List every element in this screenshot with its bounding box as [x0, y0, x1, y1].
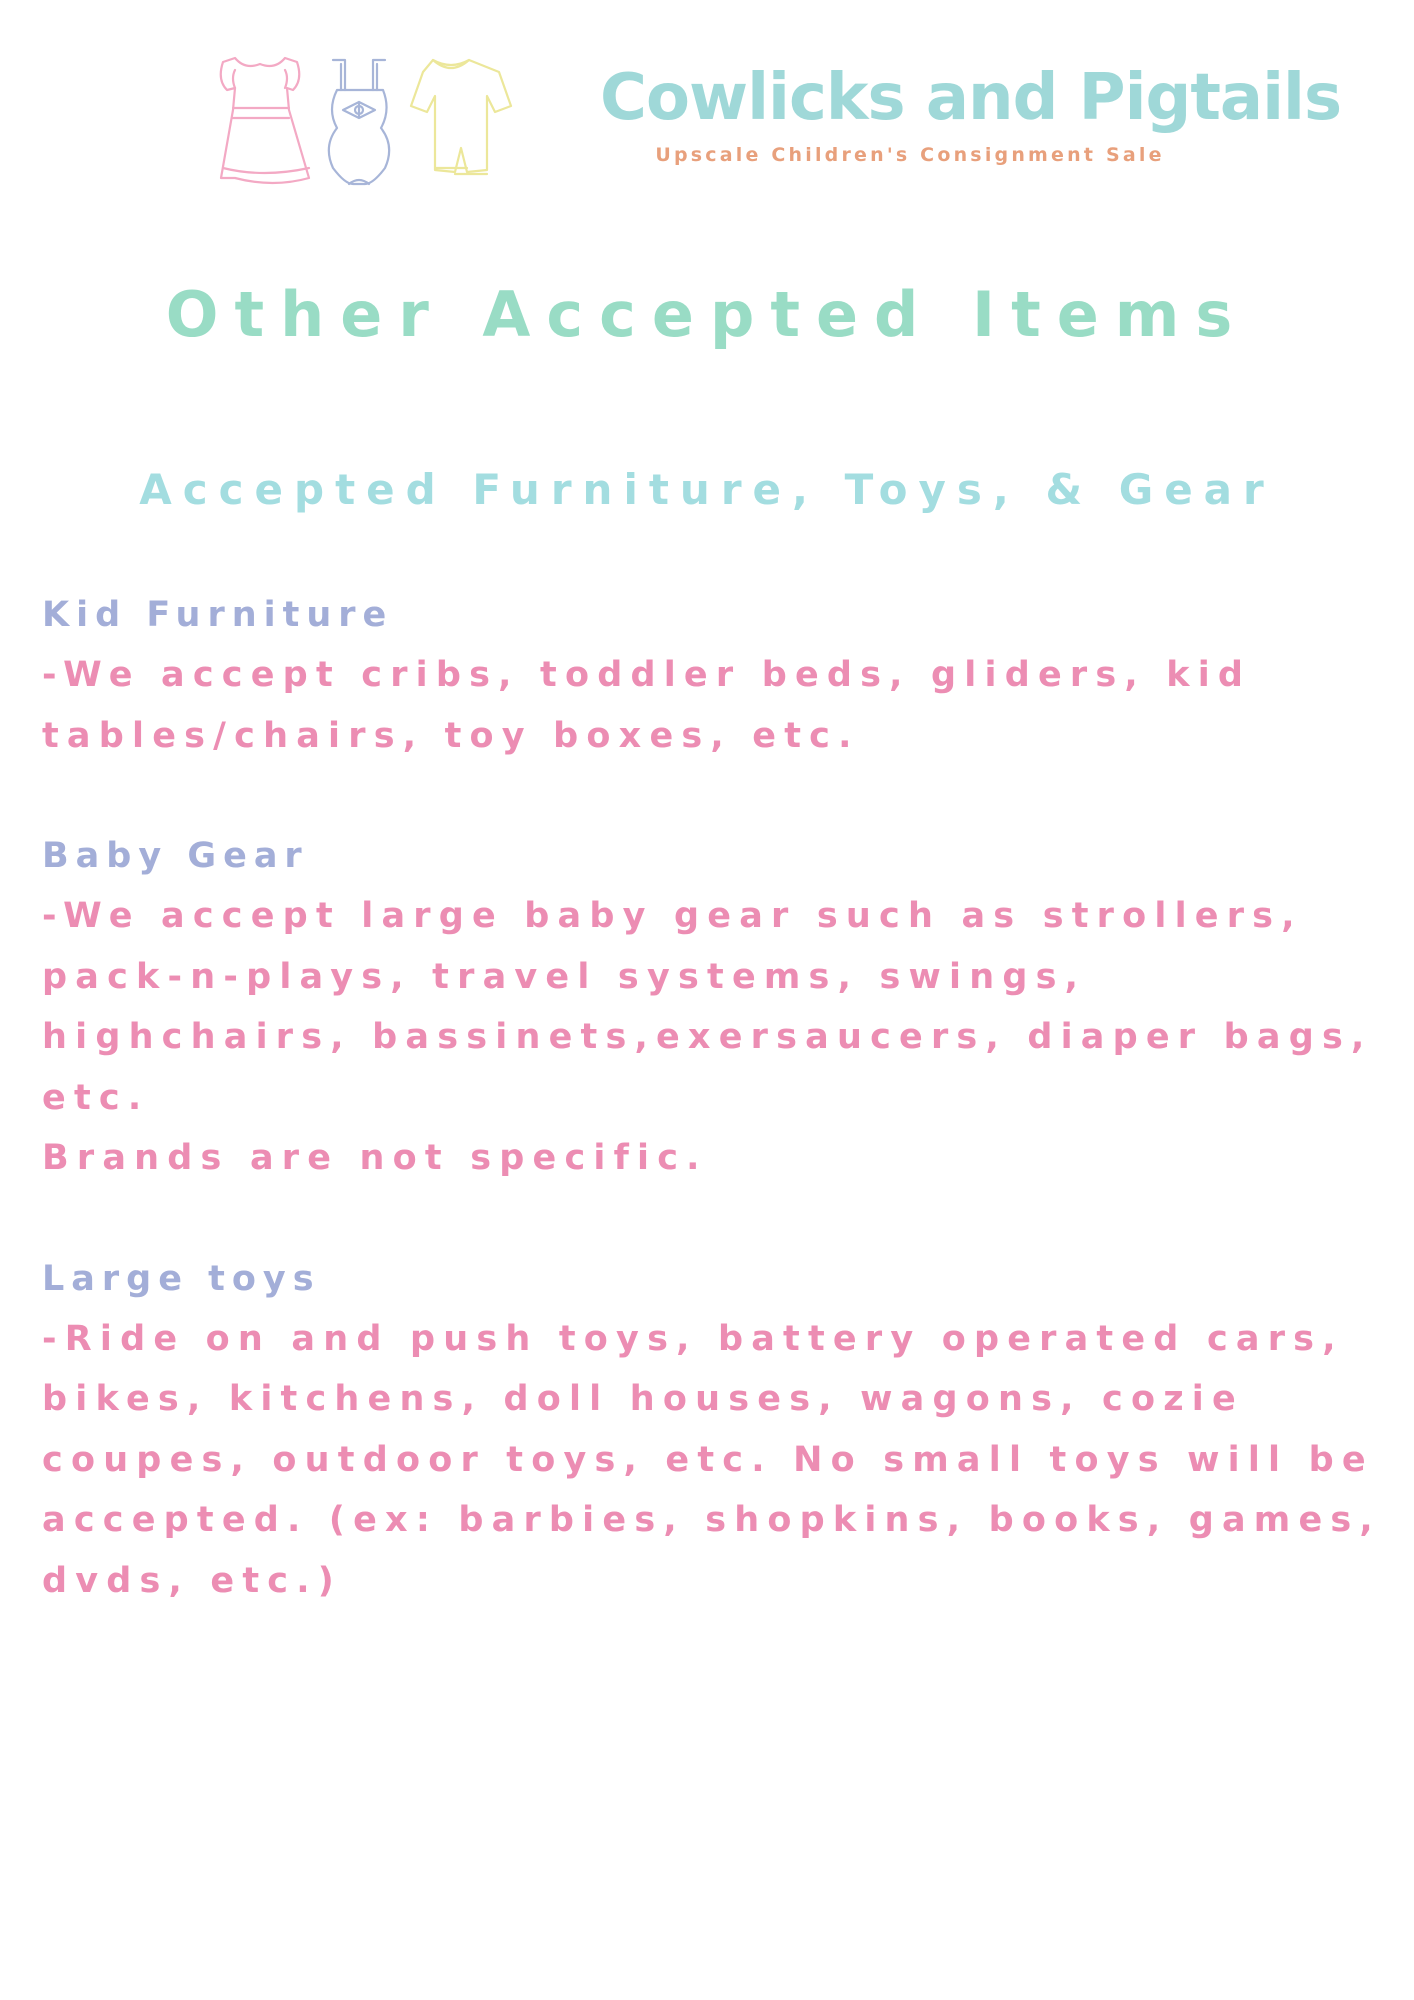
categories-list [42, 585, 1382, 1671]
category-heading: Baby Gear [42, 836, 309, 876]
category-line: coupes, outdoor toys, etc. No small toys will be [42, 1439, 1374, 1480]
category-line: bikes, kitchens, doll houses, wagons, cozie [42, 1379, 1244, 1419]
page-title: Other Accepted Items [165, 278, 1249, 351]
category-heading: Large toys [42, 1258, 321, 1299]
brand-tagline: Upscale Children's Consignment Sale [655, 144, 1165, 166]
dress-icon [221, 58, 309, 183]
category-line: Brands are not specific. [42, 1138, 708, 1178]
brand-name: Cowlicks and Pigtails [600, 61, 1342, 135]
category-line: -Ride on and push toys, battery operated cars, [42, 1318, 1344, 1359]
section-title: Accepted Furniture, Toys, & Gear [139, 465, 1275, 514]
category-line: pack-n-plays, travel systems, swings, [42, 956, 1087, 997]
clothing-illustration [205, 50, 540, 200]
romper-icon [411, 60, 511, 174]
category-line: accepted. (ex: barbies, shopkins, books, games, [42, 1500, 1381, 1540]
category-heading: Kid Furniture [42, 595, 394, 635]
category-baby-gear [42, 826, 1382, 1189]
category-line: etc. [42, 1077, 150, 1118]
category-large-toys [42, 1249, 1382, 1612]
category-line: tables/chairs, toy boxes, etc. [42, 715, 860, 756]
category-line: -We accept cribs, toddler beds, gliders, kid [42, 655, 1252, 695]
category-line: dvds, etc.) [42, 1560, 342, 1601]
category-kid-furniture [42, 585, 1382, 766]
category-line: -We accept large baby gear such as strollers, [42, 896, 1303, 936]
category-line: highchairs, bassinets,exersaucers, diaper bags, [42, 1017, 1373, 1057]
brand-block [600, 60, 1342, 166]
header [0, 40, 1414, 210]
onesie-icon [329, 60, 389, 184]
